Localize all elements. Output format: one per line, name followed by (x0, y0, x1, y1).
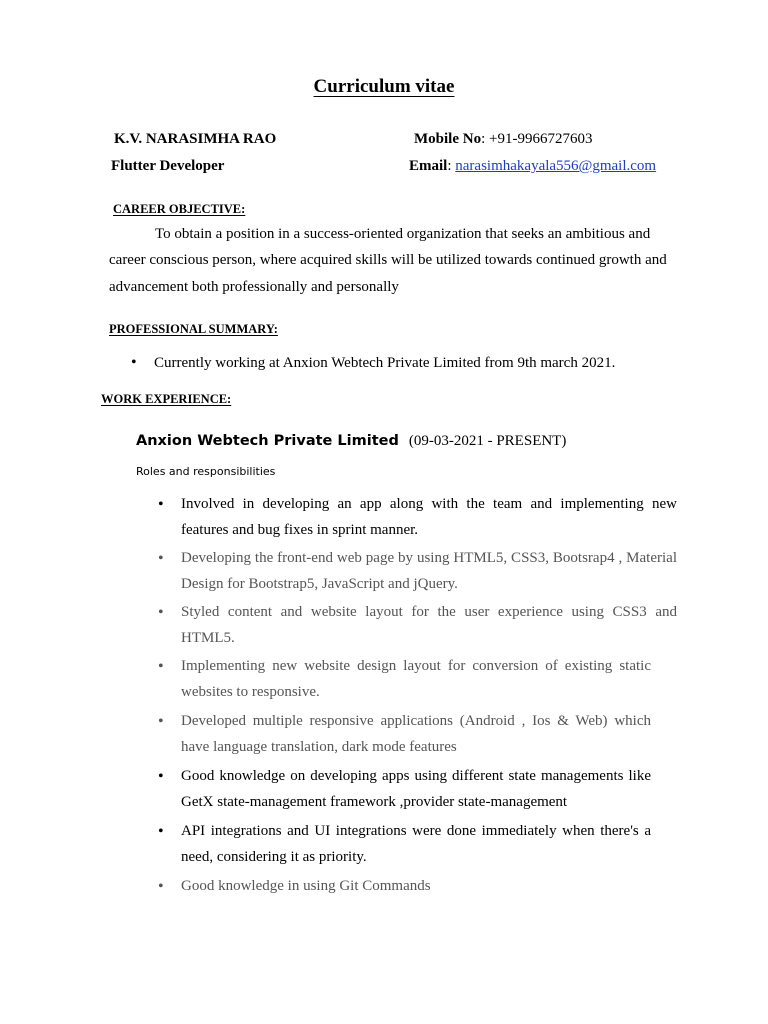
bullet-icon: • (158, 496, 164, 513)
career-objective-line-3: advancement both professionally and personally (109, 279, 399, 295)
work-experience-heading: WORK EXPERIENCE: (101, 392, 232, 406)
bullet-icon: • (158, 713, 164, 730)
roles-heading: Roles and responsibilities (136, 465, 276, 478)
candidate-name: K.V. NARASIMHA RAO (114, 131, 277, 147)
company-name: Anxion Webtech Private Limited (136, 433, 399, 449)
bullet-icon: • (158, 823, 164, 840)
professional-summary-heading: PROFESSIONAL SUMMARY: (109, 322, 278, 336)
responsibility-item: API integrations and UI integrations were done immediately when there's a need, considering it as priority. (181, 823, 651, 865)
responsibility-item: Good knowledge in using Git Commands (181, 878, 431, 894)
mobile-value: : +91-9966727603 (481, 131, 593, 147)
job-period: (09-03-2021 - PRESENT) (408, 433, 567, 449)
document-title: Curriculum vitae (313, 76, 455, 97)
bullet-icon: • (158, 768, 164, 785)
responsibility-item: Involved in developing an app along with the team and implementing new features and bug fixes in sprint manner. (181, 496, 677, 538)
candidate-role: Flutter Developer (111, 158, 225, 174)
email-link[interactable]: narasimhakayala556@gmail.com (455, 158, 657, 174)
career-objective-line-2: career conscious person, where acquired skills will be utilized towards continued growth and (109, 252, 667, 268)
mobile-label: Mobile No (414, 131, 482, 147)
email-label: Email (409, 158, 448, 174)
responsibility-item: Developed multiple responsive applications (Android , Ios & Web) which have language translation, dark mode features (181, 713, 651, 755)
bullet-icon: • (131, 354, 137, 371)
responsibility-item: Good knowledge on developing apps using different state managements like GetX state-management framework ,provider state-management (181, 768, 651, 810)
bullet-icon: • (158, 878, 164, 895)
bullet-icon: • (158, 550, 164, 567)
career-objective-line-1: To obtain a position in a success-oriented organization that seeks an ambitious and (155, 226, 651, 242)
bullet-icon: • (158, 658, 164, 675)
responsibility-item: Developing the front-end web page by using HTML5, CSS3, Bootsrap4 , Material Design for Bootstrap5, JavaScript and jQuery. (181, 550, 677, 592)
bullet-icon: • (158, 604, 164, 621)
responsibility-item: Styled content and website layout for the user experience using CSS3 and HTML5. (181, 604, 677, 646)
summary-item: Currently working at Anxion Webtech Private Limited from 9th march 2021. (154, 355, 616, 371)
email-line (409, 158, 656, 175)
job-header (136, 432, 566, 450)
mobile-line (414, 131, 592, 148)
career-objective-heading: CAREER OBJECTIVE: (113, 202, 246, 216)
responsibility-item: Implementing new website design layout for conversion of existing static websites to responsive. (181, 658, 651, 700)
email-separator: : (447, 158, 456, 174)
